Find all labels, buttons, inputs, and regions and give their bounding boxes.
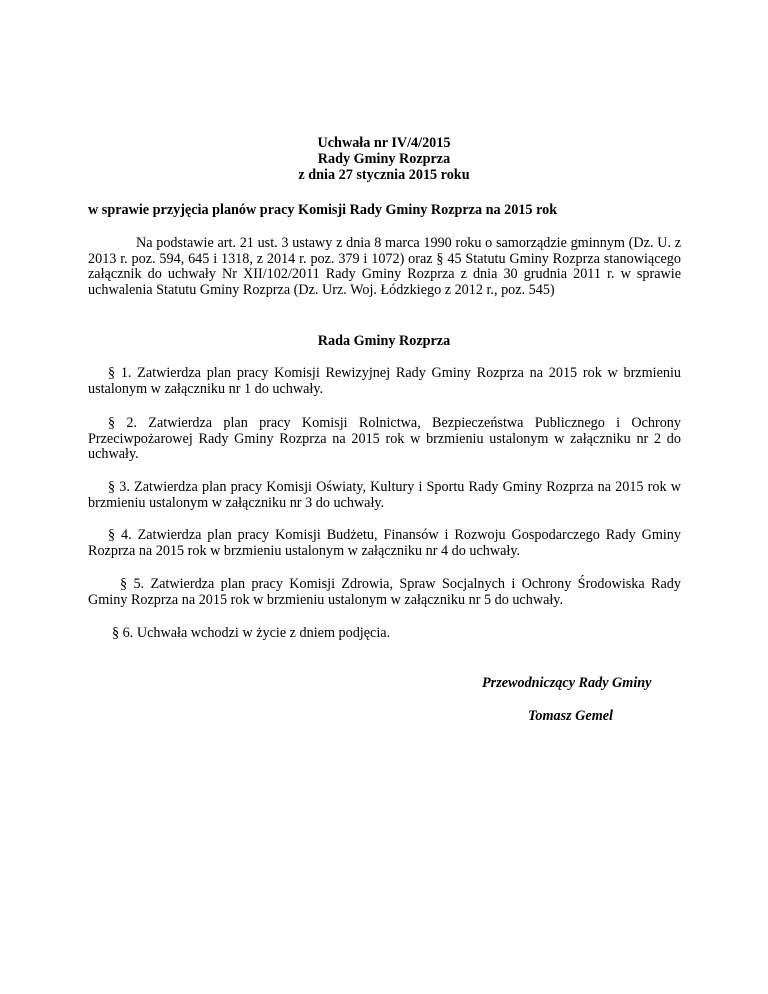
section-3: § 3. Zatwierdza plan pracy Komisji Oświaty, Kultury i Sportu Rady Gminy Rozprza na 2015 rok w brzmieniu ustalonym w załączniku nr 3 do uchwały. xyxy=(88,479,681,511)
section-6: § 6. Uchwała wchodzi w życie z dniem podjęcia. xyxy=(112,625,391,641)
resolution-header xyxy=(0,135,768,183)
resolution-subject: w sprawie przyjęcia planów pracy Komisji Rady Gminy Rozprza na 2015 rok xyxy=(88,202,558,218)
section-1: § 1. Zatwierdza plan pracy Komisji Rewizyjnej Rady Gminy Rozprza na 2015 rok w brzmieniu ustalonym w załączniku nr 1 do uchwały. xyxy=(88,365,681,397)
section-5: § 5. Zatwierdza plan pracy Komisji Zdrowia, Spraw Socjalnych i Ochrony Środowiska Rady Gminy Rozprza na 2015 rok w brzmieniu ustalonym w załączniku nr 5 do uchwały. xyxy=(88,576,681,608)
council-name: Rady Gminy Rozprza xyxy=(317,151,451,167)
legal-basis-paragraph: Na podstawie art. 21 ust. 3 ustawy z dnia 8 marca 1990 roku o samorządzie gminnym (Dz. U. z 2013 r. poz. 594, 645 i 1318, z 2014 r. poz. 379 i 1072) oraz § 45 Statutu Gminy Rozprza stanowiącego załącznik do uchwały Nr XII/102/2011 Rady Gminy Rozprza z dnia 30 grudnia 2011 r. w sprawie uchwalenia Statutu Gminy Rozprza (Dz. Urz. Woj. Łódzkiego z 2012 r., poz. 545) xyxy=(88,235,681,298)
signatory-name: Tomasz Gemel xyxy=(528,708,613,724)
resolution-date: z dnia 27 stycznia 2015 roku xyxy=(298,167,470,183)
section-2: § 2. Zatwierdza plan pracy Komisji Rolnictwa, Bezpieczeństwa Publicznego i Ochrony Przeciwpożarowej Rady Gminy Rozprza na 2015 rok w brzmieniu ustalonym w załączniku nr 2 do uchwały. xyxy=(88,415,681,463)
council-heading: Rada Gminy Rozprza xyxy=(317,333,451,349)
signatory-title: Przewodniczący Rady Gminy xyxy=(482,675,652,691)
resolution-number: Uchwała nr IV/4/2015 xyxy=(317,135,451,151)
section-4: § 4. Zatwierdza plan pracy Komisji Budżetu, Finansów i Rozwoju Gospodarczego Rady Gminy Rozprza na 2015 rok w brzmieniu ustalonym w załączniku nr 4 do uchwały. xyxy=(88,527,681,559)
